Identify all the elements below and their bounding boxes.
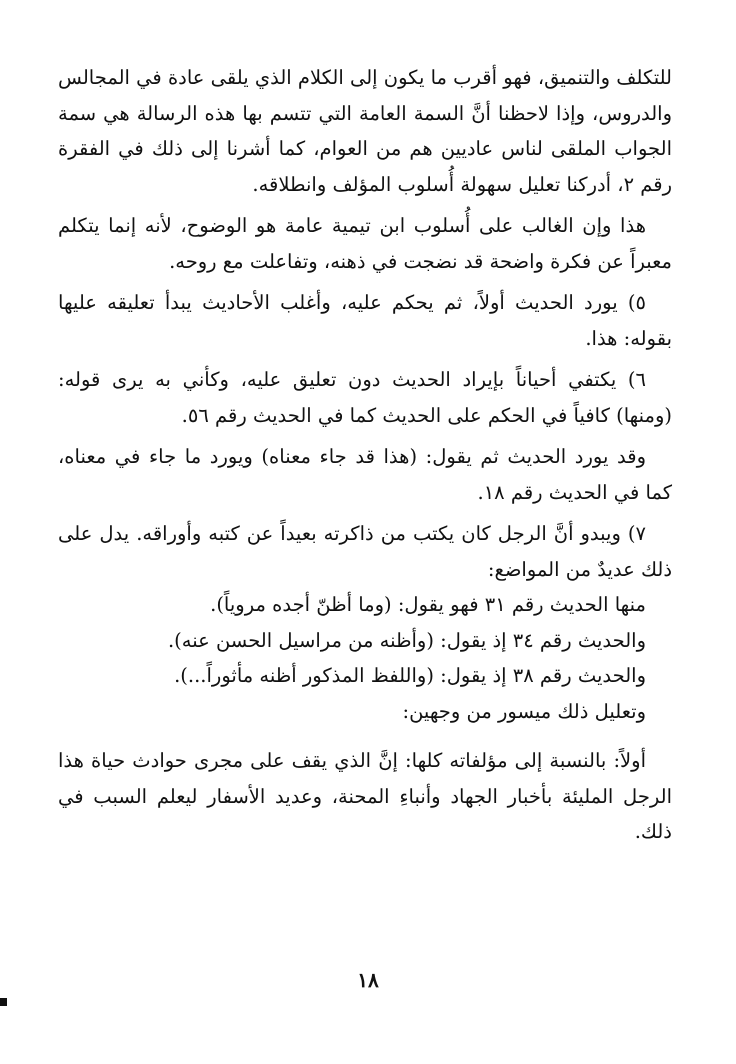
paragraph-two-reasons: وتعليل ذلك ميسور من وجهين: xyxy=(402,699,646,723)
example-hadith-31: منها الحديث رقم ٣١ فهو يقول: (وما أظنّ أجده مروياً). xyxy=(210,593,646,616)
paragraph-point-5: ٥) يورد الحديث أولاً، ثم يحكم عليه، وأغلب الأحاديث يبدأ تعليقه عليها بقوله: هذا. xyxy=(58,291,672,350)
paragraph-first-reason: أولاً: بالنسبة إلى مؤلفاته كلها: إنَّ الذي يقف على مجرى حوادث حياة هذا الرجل المليئة بأخبار الجهاد وأنباءِ المحنة، وعديد الأسفار ليعلم السبب في ذلك. xyxy=(58,749,672,843)
example-hadith-38: والحديث رقم ٣٨ إذ يقول: (واللفظ المذكور أظنه مأثوراً...). xyxy=(174,664,646,687)
paragraph-point-7: ٧) ويبدو أنَّ الرجل كان يكتب من ذاكرته بعيداً عن كتبه وأوراقه. يدل على ذلك عديدٌ من المواضع: xyxy=(58,522,672,581)
paragraph-style-explanation: للتكلف والتنميق، فهو أقرب ما يكون إلى الكلام الذي يلقى عادة في المجالس والدروس، وإذا لاحظنا أنَّ السمة العامة التي تتسم بها هذه الرسالة هي سمة الجواب الملقى لناس عاديين هم من العوام، كما أشرنا إلى ذلك في الفقرة رقم ٢، أدركنا تعليل سهولة أُسلوب المؤلف وانطلاقه. xyxy=(58,66,672,196)
paragraph-clarity: هذا وإن الغالب على أُسلوب ابن تيمية عامة هو الوضوح، لأنه إنما يتكلم معبراً عن فكرة واضحة قد نضجت في ذهنه، وتفاعلت مع روحه. xyxy=(58,214,672,273)
paragraph-meaning: وقد يورد الحديث ثم يقول: (هذا قد جاء معناه) ويورد ما جاء في معناه، كما في الحديث رقم ١٨. xyxy=(58,445,672,504)
paragraph-point-6: ٦) يكتفي أحياناً بإيراد الحديث دون تعليق عليه، وكأني به يرى قوله: (ومنها) كافياً في الحكم على الحديث كما في الحديث رقم ٥٦. xyxy=(58,368,672,427)
scan-edge-mark xyxy=(0,998,7,1006)
body-text xyxy=(58,60,672,850)
example-hadith-34: والحديث رقم ٣٤ إذ يقول: (وأظنه من مراسيل الحسن عنه). xyxy=(167,628,646,652)
page-number: ١٨ xyxy=(357,968,379,992)
